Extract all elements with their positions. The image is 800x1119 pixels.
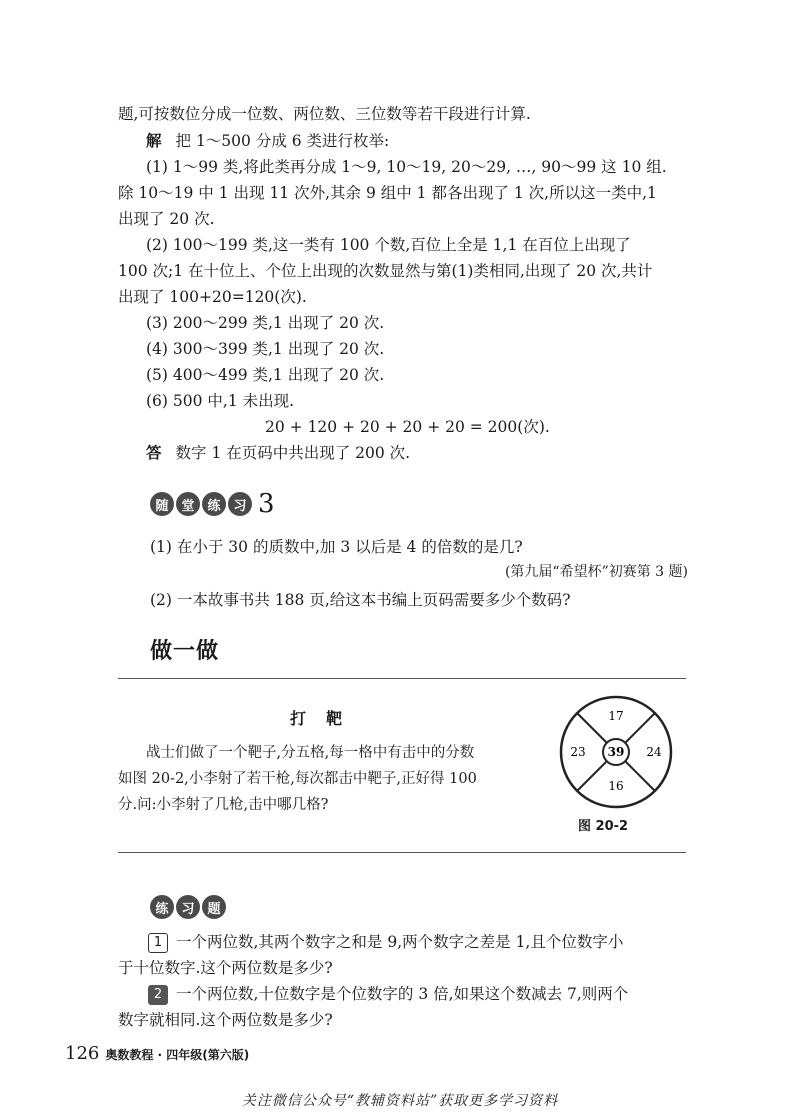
text-line: 出现了 100+20=120(次). — [118, 288, 307, 306]
target-diagram — [558, 694, 674, 810]
exercises-badge-char: 练 — [150, 895, 174, 919]
text-line: (1) 1～99 类,将此类再分成 1～9, 10～19, 20～29, …, 90～99 这 10 组. — [146, 158, 667, 176]
practice-badge-char: 练 — [202, 492, 226, 516]
solution-text: 把 1～500 分成 6 类进行枚举: — [175, 132, 390, 150]
text-line: (5) 400～499 类,1 出现了 20 次. — [146, 366, 385, 384]
text-line: (3) 200～299 类,1 出现了 20 次. — [146, 314, 385, 332]
target-score-right: 24 — [646, 745, 662, 759]
exercise-number: 1 — [148, 933, 168, 953]
text-line: (2) 100～199 类,这一类有 100 个数,百位上全是 1,1 在百位上出现了 — [146, 236, 631, 254]
figure-caption: 图 20-2 — [578, 819, 629, 834]
activity-text-line: 战士们做了一个靶子,分五格,每一格中有击中的分数 — [146, 745, 475, 761]
target-divider — [577, 713, 607, 743]
exercise-2-line-2: 数字就相同.这个两位数是多少? — [118, 1011, 333, 1029]
solution-line — [146, 131, 686, 151]
sum-equation: 20 + 120 + 20 + 20 + 20 = 200(次). — [265, 418, 550, 436]
exercises-badge-char: 习 — [176, 895, 200, 919]
exercise-2-line — [148, 984, 718, 1005]
practice-question-1-source: (第九届“希望杯”初赛第 3 题) — [504, 564, 688, 580]
practice-badge-char: 习 — [228, 492, 252, 516]
text-line: 100 次;1 在十位上、个位上出现的次数显然与第(1)类相同,出现了 20 次,共计 — [118, 262, 653, 280]
section-heading: 做一做 — [150, 639, 220, 664]
text-line: 题,可按数位分成一位数、两位数、三位数等若干段进行计算. — [118, 105, 531, 123]
practice-badge-char: 堂 — [176, 492, 200, 516]
text-line: 除 10～19 中 1 出现 11 次外,其余 9 组中 1 都各出现了 1 次,所以这一类中,1 — [118, 184, 657, 202]
activity-title: 打靶 — [290, 709, 363, 728]
target-score-top: 17 — [608, 709, 624, 723]
target-divider — [577, 761, 607, 791]
target-score-center: 39 — [607, 745, 625, 759]
target-divider — [625, 713, 655, 743]
target-score-left: 23 — [570, 745, 586, 759]
divider — [118, 678, 686, 679]
exercise-number: 2 — [148, 985, 168, 1005]
solution-label: 解 — [146, 132, 162, 150]
exercise-text: 一个两位数,十位数字是个位数字的 3 倍,如果这个数减去 7,则两个 — [176, 985, 629, 1003]
practice-header — [150, 489, 275, 519]
target-divider — [625, 761, 655, 791]
text-line: (4) 300～399 类,1 出现了 20 次. — [146, 340, 385, 358]
watermark-text: 关注微信公众号“教辅资料站”获取更多学习资料 — [241, 1093, 559, 1109]
answer-label: 答 — [146, 444, 162, 462]
practice-question-1: (1) 在小于 30 的质数中,加 3 以后是 4 的倍数的是几? — [150, 538, 523, 556]
text-line: 出现了 20 次. — [118, 210, 215, 228]
activity-text-line: 如图 20-2,小李射了若干枪,每次都击中靶子,正好得 100 — [118, 771, 477, 787]
practice-question-2: (2) 一本故事书共 188 页,给这本书编上页码需要多少个数码? — [150, 591, 571, 609]
exercise-text: 一个两位数,其两个数字之和是 9,两个数字之差是 1,且个位数字小 — [176, 933, 624, 951]
answer-text: 数字 1 在页码中共出现了 200 次. — [175, 444, 411, 462]
target-score-bottom: 16 — [608, 779, 624, 793]
exercises-header — [150, 895, 228, 919]
page-footer — [65, 1043, 249, 1064]
practice-badge-char: 随 — [150, 492, 174, 516]
page-number: 126 — [65, 1043, 100, 1064]
exercise-1-line-2: 于十位数字.这个两位数是多少? — [118, 959, 333, 977]
activity-text-line: 分.问:小李射了几枪,击中哪几格? — [118, 797, 329, 813]
text-line: (6) 500 中,1 未出现. — [146, 392, 295, 410]
book-title: 奥数教程 · 四年级(第六版) — [105, 1048, 250, 1062]
divider — [118, 852, 686, 853]
practice-number: 3 — [258, 489, 275, 519]
exercise-1-line — [148, 932, 718, 953]
answer-line — [146, 443, 686, 463]
exercises-badge-char: 题 — [202, 895, 226, 919]
